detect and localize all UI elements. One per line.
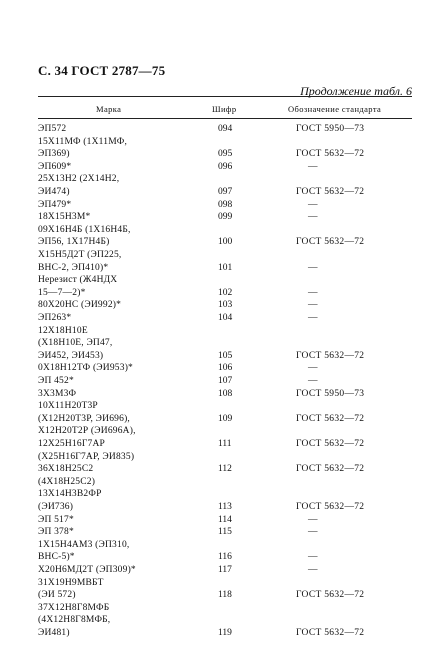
column-header-mark: Марка [96,104,122,114]
grade-code: 098 [218,199,233,210]
standard-designation: — [308,161,318,172]
steel-grade: 09Х16Н4Б (1Х16Н4Б, [38,224,131,235]
steel-grade: 25Х13Н2 (2Х14Н2, [38,174,120,185]
standard-designation: ГОСТ 5632—72 [296,149,365,160]
standard-designation: ГОСТ 5632—72 [296,237,365,248]
table-row [38,488,412,501]
grade-code: 118 [218,590,232,601]
grade-code: 115 [218,527,232,538]
grade-code: 096 [218,161,233,172]
steel-grade: 0Х18Н12ТФ (ЭИ953)* [38,363,134,374]
grade-code: 111 [218,439,232,449]
steel-grade: ЭП 378* [38,527,74,538]
table-row [38,400,412,413]
steel-grade: ЭП56, 1Х17Н4Б) [38,237,110,248]
grade-code: 106 [218,363,233,374]
table-row [38,614,412,627]
steel-grade: ЭП369) [38,149,70,160]
grade-code: 104 [218,313,233,323]
grade-code: 099 [218,212,233,223]
standard-designation: — [308,527,318,538]
grade-code: 109 [218,413,233,424]
table-row [38,551,412,564]
grade-code: 116 [218,552,232,563]
table-row [38,476,412,489]
grade-code: 108 [218,388,233,399]
standard-designation: ГОСТ 5950—73 [296,388,365,399]
table-row [38,627,412,640]
steel-grade: (4Х18Н25С2) [38,476,96,487]
table-row [38,274,412,287]
steel-grade: 18Х15Н3М* [38,212,91,223]
grade-code: 113 [218,502,232,512]
table-row [38,337,412,350]
grade-code: 094 [218,124,233,134]
table-row [38,173,412,186]
table-row [38,236,412,249]
table-row [38,161,412,174]
steel-grade: 10Х11Н20Т3Р [38,401,98,412]
grade-code: 101 [218,262,233,273]
table-row [38,539,412,552]
table-row [38,224,412,237]
steel-grade: ВНС-5)* [38,552,75,563]
table-row [38,514,412,527]
grade-code: 102 [218,287,233,298]
table-row [38,249,412,262]
table-row [38,526,412,539]
steel-grade: 80Х20НС (ЭИ992)* [38,300,122,311]
table-row [38,325,412,338]
table-row [38,388,412,401]
table-row [38,199,412,212]
table-row [38,501,412,514]
table-row [38,186,412,199]
table-row [38,413,412,426]
steel-grade: 37Х12Н8Г8МФБ [38,602,110,613]
steel-grade: (4Х12Н8Г8МФБ, [38,615,111,626]
steel-grade: ЭИ474) [38,187,70,197]
steel-grade: ЭП609* [38,161,72,172]
steel-grade: ЭП 517* [38,514,74,525]
standard-designation: — [308,376,318,386]
standard-designation: — [308,212,318,223]
steel-grade: ВНС-2, ЭП410)* [38,262,109,273]
grade-code: 114 [218,514,232,525]
table-row [38,148,412,161]
table-row [38,564,412,577]
standard-designation: ГОСТ 5632—72 [296,464,365,475]
column-header-code: Шифр [212,104,237,114]
grade-code: 112 [218,464,232,475]
steel-grade: ЭИ452, ЭИ453) [38,350,104,361]
steel-grade: (ЭИ 572) [38,590,76,601]
table-row [38,425,412,438]
standard-designation: ГОСТ 5632—72 [296,628,365,638]
standard-designation: — [308,287,318,298]
table-row [38,438,412,451]
steel-grade: Нерезист (Ж4НДХ [38,275,118,286]
grade-code: 095 [218,149,233,160]
standard-designation: — [308,552,318,563]
standard-designation: — [308,363,318,374]
steel-grade: 12Х18Н10Е [38,325,88,336]
steel-grade: ЭП 452* [38,376,74,386]
table-row [38,136,412,149]
steel-grade: ЭИ481) [38,628,70,638]
standard-designation: ГОСТ 5632—72 [296,350,365,361]
grade-code: 105 [218,350,233,361]
table-row [38,312,412,325]
standard-designation: — [308,313,318,323]
standard-designation: — [308,565,318,575]
grade-code: 119 [218,628,232,638]
table-row [38,287,412,300]
steel-grade: (Х12Н20Т3Р, ЭИ696), [38,413,131,424]
steel-grade: 36Х18Н25С2 [38,464,94,475]
table-continuation-label: Продолжение табл. 6 [300,84,412,98]
standard-designation: — [308,300,318,311]
steel-grade: ЭП263* [38,313,72,323]
steel-grade: Х20Н6МД2Т (ЭП309)* [38,565,136,575]
table-row [38,123,412,136]
standard-designation: ГОСТ 5632—72 [296,590,365,601]
steel-grade: 15—7—2)* [38,287,86,298]
steel-grade: Х15Н5Д2Т (ЭП225, [38,250,122,260]
steel-grade: 15Х11МФ (1Х11МФ, [38,136,128,147]
grade-code: 097 [218,187,233,197]
standard-designation: ГОСТ 5632—72 [296,187,365,197]
steel-grade: 12Х25Н16Г7АР [38,439,106,449]
standard-designation: — [308,262,318,273]
table-row [38,375,412,388]
table-row [38,463,412,476]
standard-designation: ГОСТ 5632—72 [296,413,365,424]
steel-grade: 1Х15Н4АМ3 (ЭП310, [38,539,130,550]
steel-grade: ЭП572 [38,124,67,134]
table-row [38,362,412,375]
table-row [38,350,412,363]
grade-code: 117 [218,565,232,575]
table-row [38,589,412,602]
steel-grade: (Х25Н16Г7АР, ЭИ835) [38,451,135,462]
table-row [38,577,412,590]
standard-designation: — [308,514,318,525]
table-top-rule [38,96,412,97]
table-row [38,299,412,312]
grade-code: 103 [218,300,233,311]
steel-grade: (Х18Н10Е, ЭП47, [38,338,113,349]
table-row [38,602,412,615]
table-row [38,262,412,275]
table-row [38,211,412,224]
standard-designation: ГОСТ 5632—72 [296,502,365,512]
standard-designation: ГОСТ 5950—73 [296,124,365,134]
column-header-standard: Обозначение стандарта [288,104,382,114]
steel-grade: 13Х14Н3В2ФР [38,489,102,500]
grade-code: 100 [218,237,233,248]
standard-designation: ГОСТ 5632—72 [296,439,365,449]
page-header: С. 34 ГОСТ 2787—75 [38,63,166,78]
grade-code: 107 [218,376,233,386]
steel-grade: ЭП479* [38,199,72,210]
steel-grade: 3Х3М3Ф [38,388,77,399]
steel-grade: Х12Н20Т2Р (ЭИ696А), [38,426,136,437]
steel-grade: (ЭИ736) [38,502,74,512]
table-row [38,451,412,464]
steel-grade: 31Х19Н9МВБТ [38,577,104,588]
standard-designation: — [308,199,318,210]
table-header-rule [38,118,412,119]
